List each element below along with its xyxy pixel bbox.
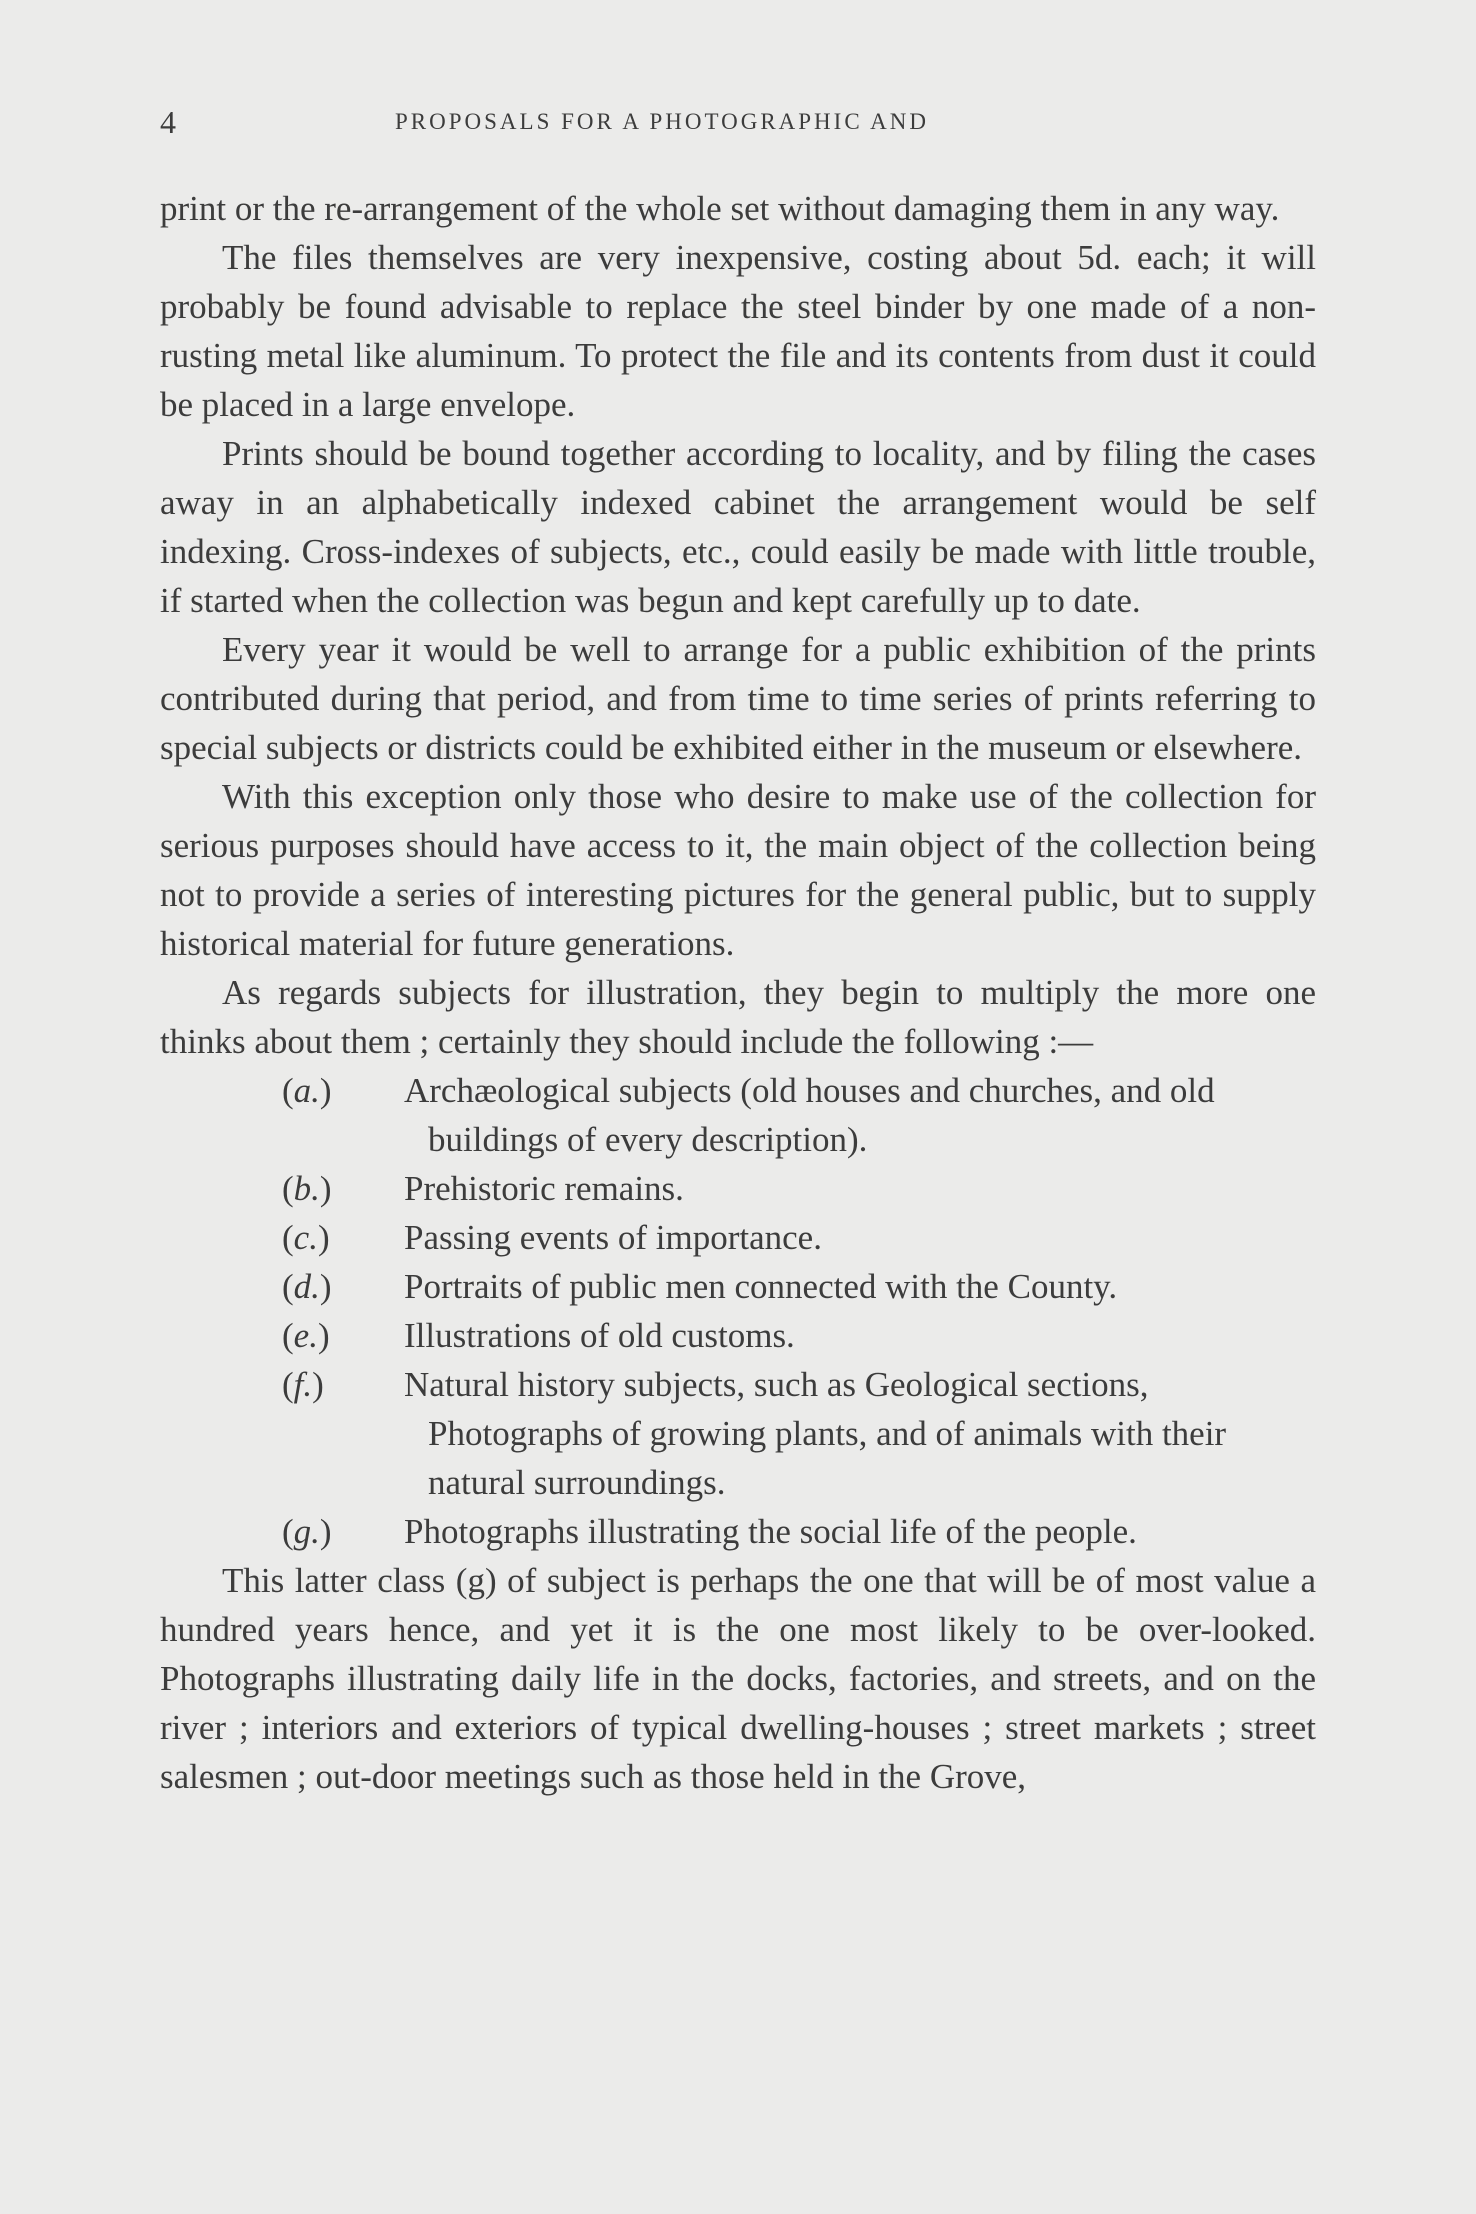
paragraph-5: With this exception only those who desire to make use of the collection for serious purposes should have access to it, the main object of the collection being not to provide a series of interesting pictures for the general public, but to supply historical material for future generations. bbox=[160, 777, 1316, 963]
list-item-text: Passing events of importance. bbox=[404, 1218, 822, 1257]
list-item-text: Archæological subjects (old houses and churches, and old buildings of every description). bbox=[404, 1071, 1215, 1159]
page-header bbox=[160, 100, 1316, 144]
list-item-text: Photographs illustrating the social life of the people. bbox=[404, 1512, 1137, 1551]
page-number: 4 bbox=[160, 104, 176, 140]
list-item-text: Prehistoric remains. bbox=[404, 1169, 684, 1208]
subject-list bbox=[160, 1066, 1316, 1556]
list-item-marker: (d.) bbox=[282, 1267, 332, 1306]
paragraph-1: print or the re-arrangement of the whole set without damaging them in any way. bbox=[160, 189, 1280, 228]
list-item-letter: g. bbox=[293, 1512, 320, 1551]
list-item bbox=[160, 1213, 1316, 1262]
list-item-marker: (e.) bbox=[282, 1316, 330, 1355]
list-item-marker: (f.) bbox=[282, 1365, 324, 1404]
paragraph-4: Every year it would be well to arrange for a public exhibition of the prints contributed during that period, and from time to time series of prints referring to special subjects or districts could be exhibited either in the museum or elsewhere. bbox=[160, 630, 1316, 767]
closing-paragraph: This latter class (g) of subject is perhaps the one that will be of most value a hundred years hence, and yet it is the one most likely to be over-looked. Photographs illustrating daily life in the docks, factories, and streets, and on the river ; interiors and exteriors of typical dwelling-houses ; street markets ; street salesmen ; out-door meetings such as those held in the Grove, bbox=[160, 1561, 1316, 1796]
list-item-text: Illustrations of old customs. bbox=[404, 1316, 795, 1355]
list-item bbox=[160, 1164, 1316, 1213]
list-item-marker: (a.) bbox=[282, 1071, 332, 1110]
running-head: PROPOSALS FOR A PHOTOGRAPHIC AND bbox=[395, 109, 929, 134]
list-item-letter: c. bbox=[293, 1218, 318, 1257]
list-item-letter: b. bbox=[293, 1169, 320, 1208]
paragraph-2: The files themselves are very inexpensive, costing about 5d. each; it will probably be found advisable to replace the steel binder by one made of a non-rusting metal like aluminum. To protect the file and its contents from dust it could be placed in a large envelope. bbox=[160, 238, 1316, 424]
list-item-letter: e. bbox=[293, 1316, 318, 1355]
list-item bbox=[160, 1360, 1316, 1507]
paragraph-3: Prints should be bound together according to locality, and by filing the cases away in an alphabetically indexed cabinet the arrangement would be self indexing. Cross-indexes of subjects, etc., could easily be made with little trouble, if started when the collection was begun and kept carefully up to date. bbox=[160, 434, 1316, 620]
list-item bbox=[160, 1262, 1316, 1311]
list-item bbox=[160, 1507, 1316, 1556]
list-item-text: Portraits of public men connected with the County. bbox=[404, 1267, 1118, 1306]
list-item-letter: f. bbox=[293, 1365, 313, 1404]
list-item-letter: d. bbox=[293, 1267, 320, 1306]
list-item-letter: a. bbox=[293, 1071, 320, 1110]
list-item-marker: (b.) bbox=[282, 1169, 332, 1208]
list-item bbox=[160, 1311, 1316, 1360]
page-body bbox=[160, 184, 1316, 1801]
list-item-text: Natural history subjects, such as Geological sections, Photographs of growing plants, and of animals with their natural surroundings. bbox=[404, 1365, 1227, 1502]
list-item-marker: (g.) bbox=[282, 1512, 332, 1551]
list-item-marker: (c.) bbox=[282, 1218, 330, 1257]
paragraph-6: As regards subjects for illustration, they begin to multiply the more one thinks about them ; certainly they should include the following :— bbox=[160, 973, 1316, 1061]
list-item bbox=[160, 1066, 1316, 1164]
